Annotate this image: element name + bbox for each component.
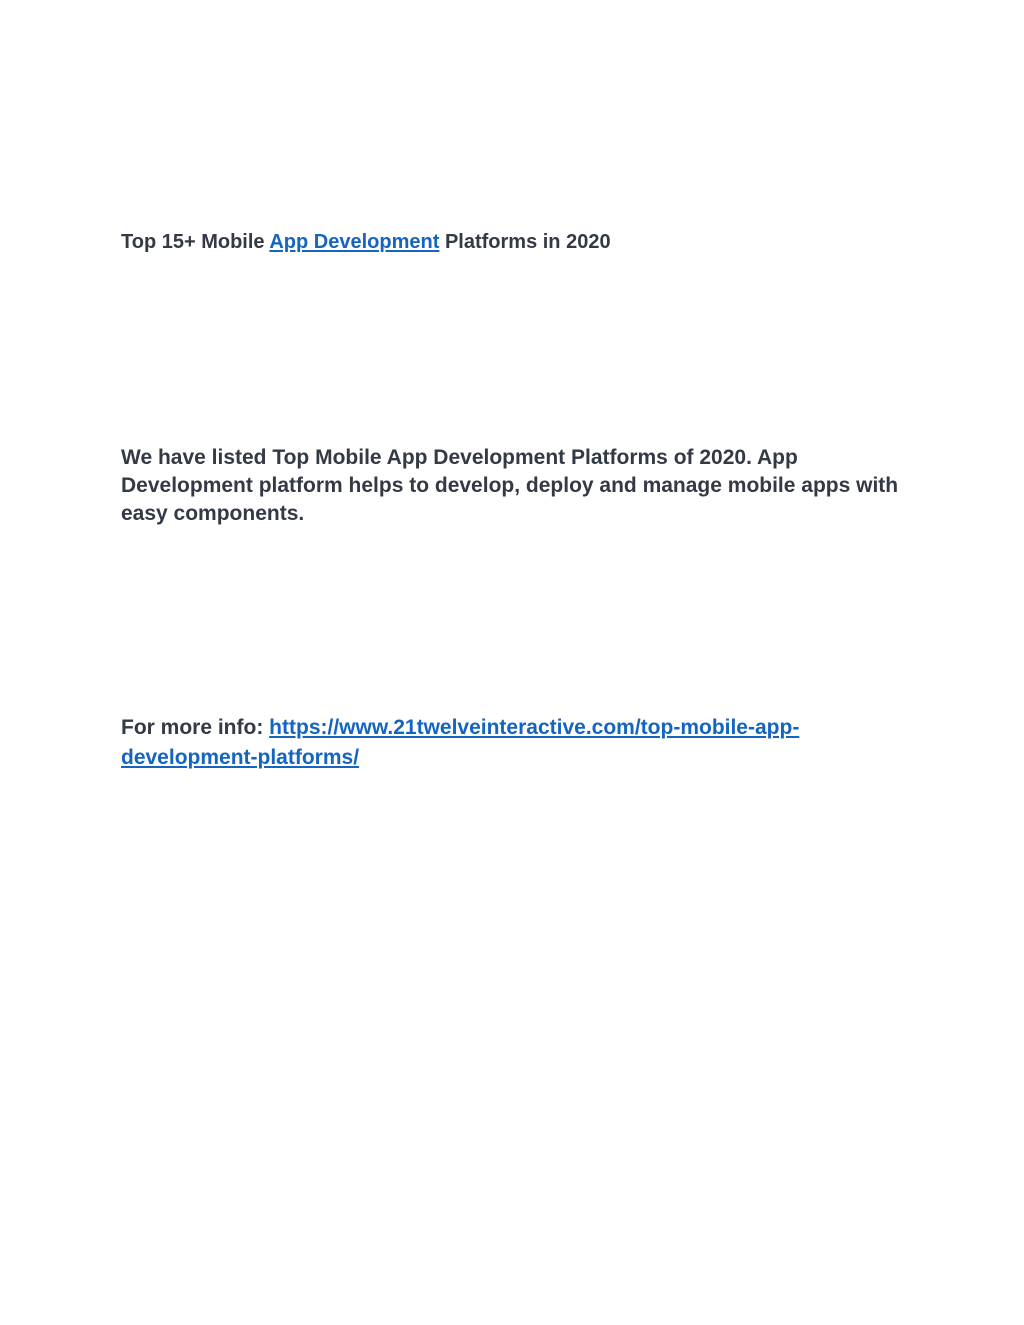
more-info-label: For more info: (121, 716, 270, 739)
more-info-paragraph (121, 713, 901, 773)
title-suffix: Platforms in 2020 (439, 231, 611, 253)
intro-paragraph: We have listed Top Mobile App Development Platforms of 2020. App Development platform helps to develop, deploy and manage mobile apps with easy components. (121, 446, 899, 525)
url-line-1: https://www.21twelveinteractive.com/top-mobile-app- (269, 716, 800, 739)
app-development-link[interactable]: App Development (269, 231, 440, 253)
page-title (121, 229, 611, 255)
title-prefix: Top 15+ Mobile (121, 231, 270, 253)
url-line-2: development-platforms/ (121, 746, 360, 769)
